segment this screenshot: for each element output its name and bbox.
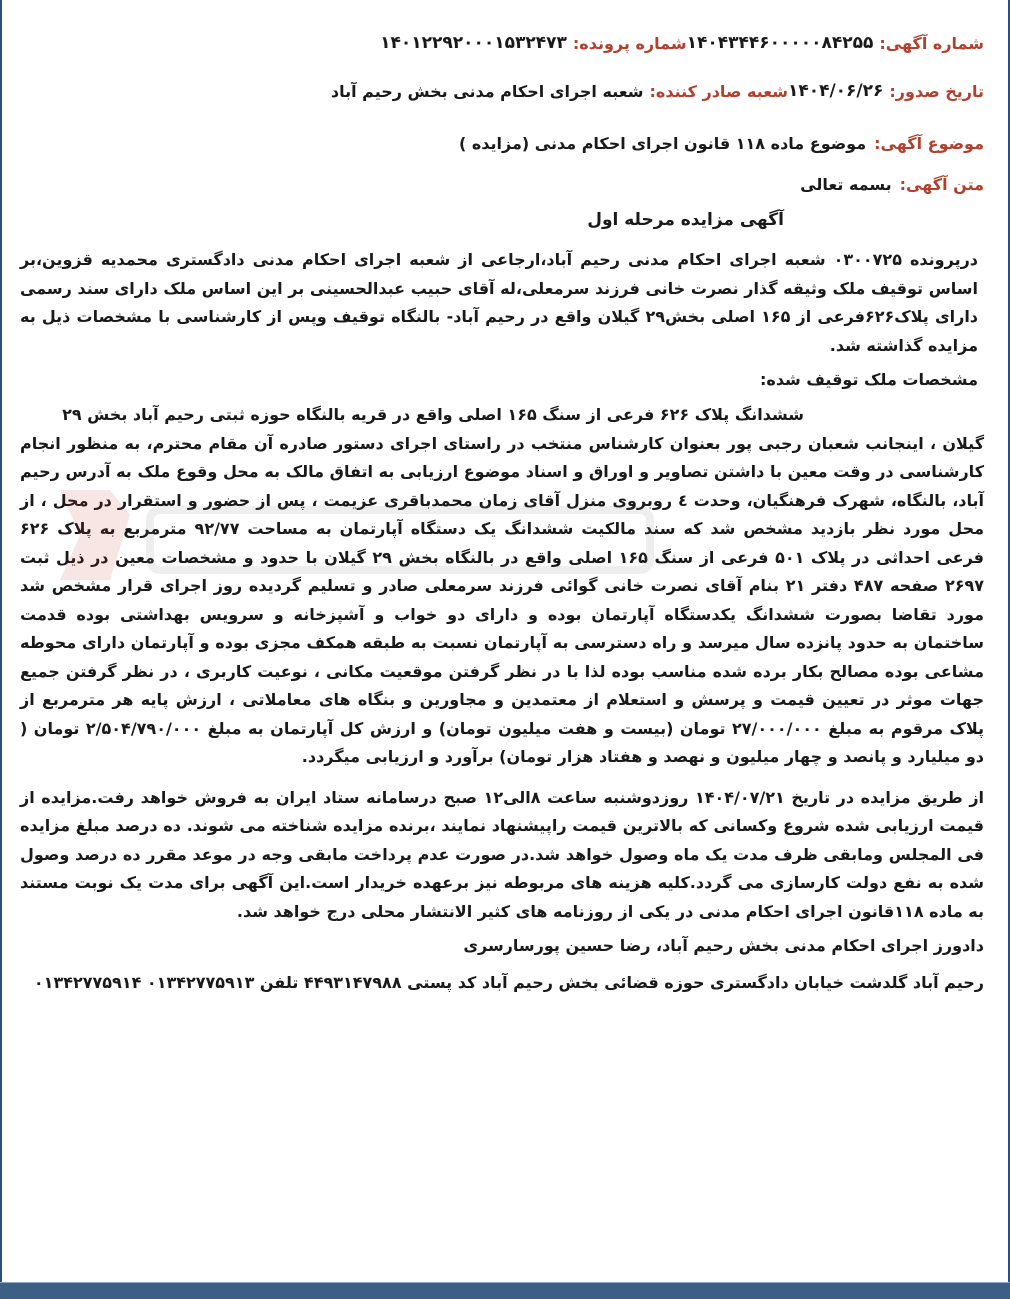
case-number-value: ۱۴۰۱۲۲۹۲۰۰۰۱۵۳۲۴۷۳ xyxy=(380,33,567,53)
paragraph-spec xyxy=(20,401,984,772)
subject-value: موضوع ماده ۱۱۸ قانون اجرای احکام مدنی (مزایده ) xyxy=(458,134,867,153)
notice-heading: آگهی مزایده مرحله اول xyxy=(587,210,784,230)
spec-title: مشخصات ملک توقیف شده: xyxy=(759,370,978,389)
paragraph-case: درپرونده ۰۳۰۰۷۲۵ شعبه اجرای احکام مدنی رحیم آباد،ارجاعی از شعبه اجرای احکام مدنی دادگستری محمدیه قزوین،بر اساس توقیف ملک وثیقه گذار نصرت خانی فرزند سرمعلی،له آقای حبیب عبدالحسینی بر این اساس ملک دارای سند رسمی دارای پلاک۶۲۶فرعی از ۱۶۵ اصلی بخش۲۹ گیلان واقع در رحیم آباد- بالنگاه توقیف وپس از کارشناسی با مشخصات ذیل به مزایده گذاشته شد. xyxy=(20,250,979,355)
ad-number-label: شماره آگهی: xyxy=(879,33,984,53)
signature: دادورز اجرای احکام مدنی بخش رحیم آباد، رضا حسین پورسارسری xyxy=(463,936,984,955)
paragraph-spec-rest: گیلان ، اینجانب شعبان رجبی پور بعنوان کارشناس منتخب در راستای اجرای دستور صادره آن مقام محترم، به منظور انجام کارشناسی در وقت معین با داشتن تصاویر و اوراق و اسناد موضوع ارزیابی به اتفاق مالک به محل وقوع ملک به آدرس رحیم آباد، بالنگاه، شهرک فرهنگیان، وحدت ٤ روبروی منزل آقای زمان محمدباقری عزیمت ، پس از حضور و استقرار در محل ، از محل مورد نظر بازدید مشخص شد که سند مالکیت ششدانگ یک دستگاه آپارتمان به مساحت ۹۲/۷۷ مترمربع به پلاک ۶۲۶ فرعی احداثی در پلاک ۵۰۱ فرعی از سنگ ۱۶۵ اصلی واقع در بالنگاه بخش ۲۹ گیلان با حدود و مشخصات معین در ذیل ثبت ۲۶۹۷ صفحه ۴۸۷ دفتر ۲۱ بنام آقای نصرت خانی گوائی فرزند سرمعلی صادر و تسلیم گردیده روز اجرای قرار مشخص شد مورد تقاضا بصورت ششدانگ یکدستگاه آپارتمان بوده و دارای دو خواب و آشپزخانه و سرویس بهداشتی بوده قدمت ساختمان به حدود پانزده سال میرسد و راه دسترسی به آپارتمان نسبت به طبقه همکف مجزی بوده و آپارتمان دارای محوطه مشاعی بوده مصالح بکار برده شده مناسب بوده لذا با در نظر گرفتن موقعیت مکانی ، نوعیت کاربری ، در نظر گرفتن جمیع جهات موثر در تعیین قیمت و پرسش و استعلام از معتمدین و مجاورین و بنگاه های معاملاتی ، ارزش پایه هر مترمربع از پلاک مرقوم به مبلغ ۲۷/۰۰۰/۰۰۰ تومان (بیست و هفت میلیون تومان) و ارزش کل آپارتمان به مبلغ ۲/۵۰۴/۷۹۰/۰۰۰ تومان ( دو میلیارد و پانصد و چهار میلیون و نهصد و هفتاد هزار تومان) برآورد و ارزیابی میگردد. xyxy=(20,433,985,766)
ad-number-value: ۱۴۰۴۳۴۴۶۰۰۰۰۰۸۴۲۵۵ xyxy=(686,33,874,53)
meta-row-1 xyxy=(20,30,984,56)
issue-date xyxy=(788,81,984,101)
bottom-status-bar xyxy=(0,1282,1010,1299)
case-number-label: شماره پرونده: xyxy=(572,33,687,53)
subject-row xyxy=(20,134,984,153)
subject-label: موضوع آگهی: xyxy=(874,134,984,153)
address: رحیم آباد گلدشت خیابان دادگستری حوزه قضائی بخش رحیم آباد کد پستی ۴۴۹۳۱۴۷۹۸۸ تلفن ۰۱۳۴۲۷۷۵۹۱۳ ۰۱۳۴۲۷۷۵۹۱۴ xyxy=(33,973,984,992)
paragraph-auction: از طریق مزایده در تاریخ ۱۴۰۴/۰۷/۲۱ روزدوشنبه ساعت ۸الی۱۲ صبح درسامانه ستاد ایران به فروش خواهد رفت.مزایده از قیمت ارزیابی شده شروع وکسانی که بالاترین قیمت راپیشنهاد نمایند ،برنده مزایده شناخته می شوند. ده درصد مبلغ مزایده فی المجلس ومابقی ظرف مدت یک ماه وصول خواهد شد.در صورت عدم پرداخت مابقی وجه در موعد مقرر ده درصد وصول شده به نفع دولت کارسازی می گردد.کلیه هزینه های مربوطه نیز برعهده خریدار است.این آگهی برای مدت یک نوبت مستند به ماده ۱۱۸قانون اجرای احکام مدنی در یکی از روزنامه های کثیر الانتشار محلی درج خواهد شد. xyxy=(20,787,985,921)
body-label-row xyxy=(20,175,984,194)
issuer-value: شعبه اجرای احکام مدنی بخش رحیم آباد xyxy=(330,81,644,101)
issuer xyxy=(331,82,788,101)
paragraph-spec-first-line: ششدانگ پلاک ۶۲۶ فرعی از سنگ ۱۶۵ اصلی واقع در قریه بالنگاه حوزه ثبتی رحیم آباد بخش ۲۹ xyxy=(62,405,804,424)
body-label: متن آگهی: xyxy=(899,175,984,194)
case-number xyxy=(380,33,686,53)
notice-document xyxy=(6,0,1002,1270)
meta-row-2 xyxy=(20,78,984,104)
issue-date-label: تاریخ صدور: xyxy=(889,81,984,101)
issue-date-value: ۱۴۰۴/۰۶/۲۶ xyxy=(787,81,884,101)
issuer-label: شعبه صادر کننده: xyxy=(649,81,788,101)
bismillah: بسمه تعالی xyxy=(800,175,892,194)
ad-number xyxy=(687,33,984,53)
